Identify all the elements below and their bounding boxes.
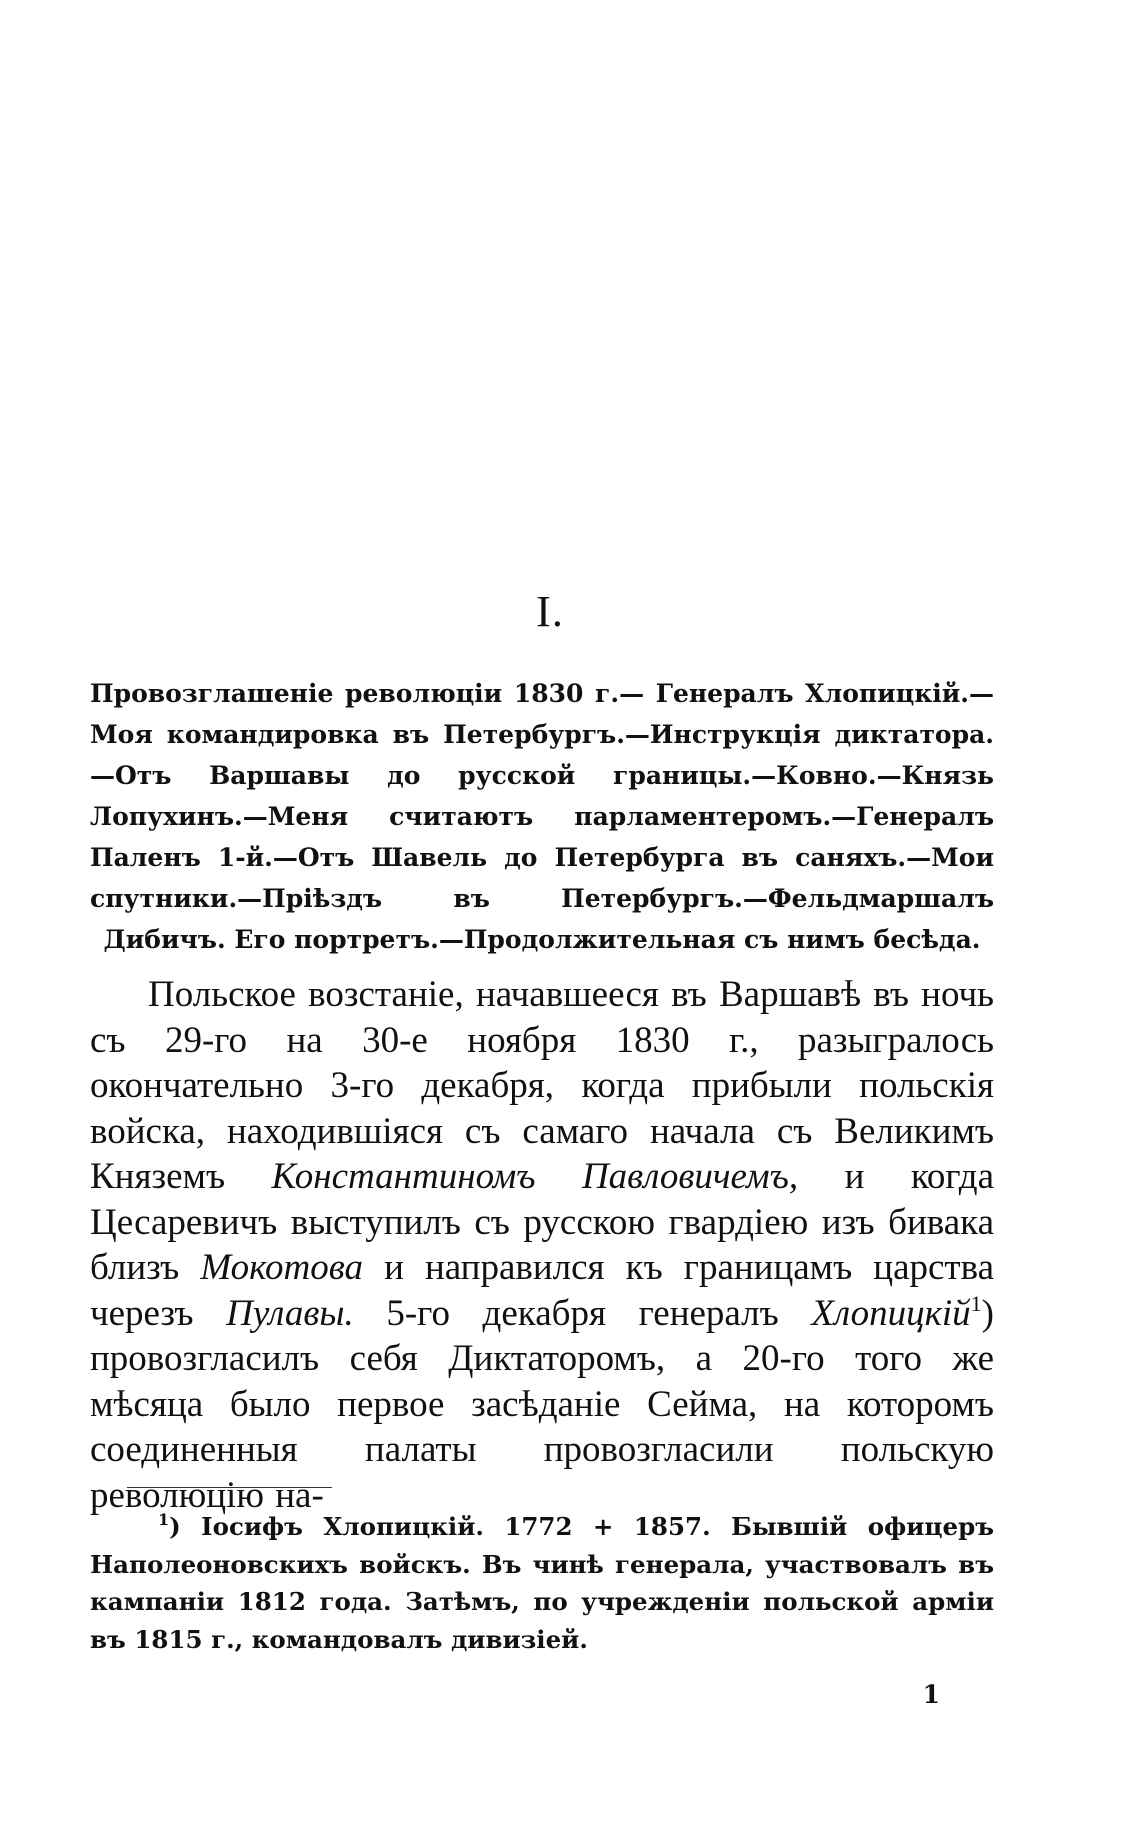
footnote (90, 1508, 994, 1658)
body-paragraph (90, 972, 994, 1518)
person-name-khlopitsky: Хлопицкій (811, 1292, 971, 1334)
place-name-mokotov: Мокотова (200, 1247, 364, 1288)
footnote-text: ) Іосифъ Хлопицкій. 1772 + 1857. Бывшій офицеръ Наполеоновскихъ войскъ. Въ чинѣ генерала, участвовалъ въ кампаніи 1812 года. Затѣмъ, по учрежденіи польской арміи въ 1815 г., командовалъ дивизіей. (90, 1512, 994, 1654)
person-name-konstantin: Константиномъ Павловичемъ, (271, 1156, 799, 1197)
page-number: 1 (922, 1680, 940, 1709)
footnote-reference: 1 (970, 1290, 982, 1316)
body-text-segment: Польское возстаніе, начавшееся въ Варшавѣ въ ночь съ 29-го на 30-е ноября 1830 г., разыгралось окончательно 3-го декабря, когда прибыли польскія войска, находившіяся съ самаго начала съ Великимъ Княземъ (90, 974, 994, 1197)
body-text-segment: 5-го декабря генералъ (353, 1292, 812, 1334)
footnote-mark: 1 (158, 1510, 170, 1529)
chapter-summary: Провозглашеніе революціи 1830 г.— Генералъ Хлопицкій.— Моя командировка въ Петербургъ.—Инструкція диктатора.—Отъ Варшавы до русской границы.—Ковно.—Князь Лопухинъ.—Меня считаютъ парламентеромъ.—Генералъ Паленъ 1-й.—Отъ Шавель до Петербурга въ саняхъ.—Мои спутники.—Пріѣздъ въ Петербургъ.—Фельдмаршалъ Дибичъ. Его портретъ.—Продолжительная съ нимъ бесѣда. (90, 679, 994, 954)
body-text-segment: ) провозгласилъ себя Диктаторомъ, а 20-го того же мѣсяца было первое засѣданіе Сейма, на которомъ соединенныя палаты провозгласили польскую революцію на- (90, 1292, 994, 1516)
place-name-pulawy: Пулавы. (226, 1292, 354, 1334)
footnote-divider (127, 1487, 332, 1488)
body-text-segment: и когда Цесаревичъ выступилъ съ русскою гвардіею изъ бивака близъ (90, 1156, 994, 1288)
body-text-segment: и направился къ границамъ царства черезъ (90, 1247, 994, 1334)
chapter-number: I. (536, 587, 564, 636)
